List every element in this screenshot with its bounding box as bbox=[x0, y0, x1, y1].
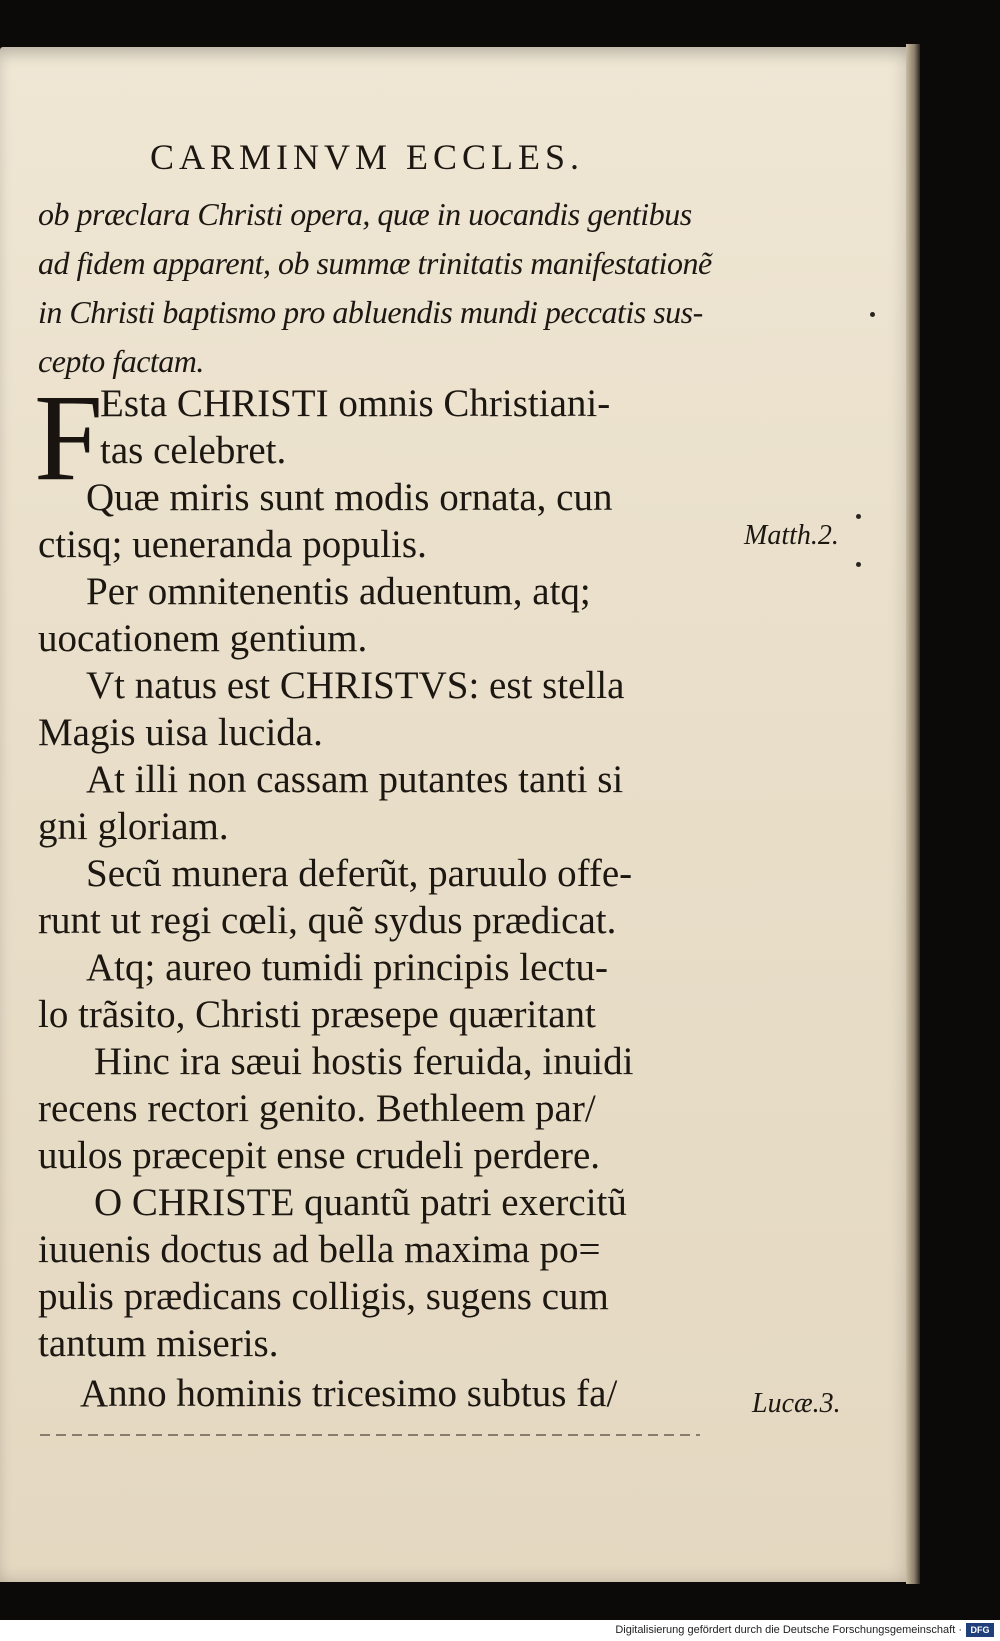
page-edge bbox=[906, 44, 920, 1584]
verse-line: Quæ miris sunt modis ornata, cun bbox=[86, 476, 613, 519]
verse-line: O CHRISTE quantũ patri exercitũ bbox=[94, 1181, 627, 1224]
verse-line: gni gloriam. bbox=[38, 805, 229, 848]
ink-dot bbox=[856, 562, 861, 567]
digitization-credit: Digitalisierung gefördert durch die Deutsche Forschungsgemeinschaft · bbox=[615, 1624, 962, 1636]
verse-line: ctisq; ueneranda populis. bbox=[38, 523, 427, 566]
preamble-line: ob præclara Christi opera, quæ in uocandis gentibus bbox=[38, 196, 692, 232]
verse-line: At illi non cassam putantes tanti si bbox=[86, 758, 624, 801]
verse-line: recens rectori genito. Bethleem par/ bbox=[38, 1087, 596, 1130]
verse-line: Esta CHRISTI omnis Christiani- bbox=[100, 382, 611, 425]
preamble-line: ad fidem apparent, ob summæ trinitatis manifestationẽ bbox=[38, 245, 712, 281]
preamble-line: in Christi baptismo pro abluendis mundi peccatis sus- bbox=[38, 294, 703, 330]
margin-reference: Lucæ.3. bbox=[752, 1388, 841, 1419]
verse-line: Magis uisa lucida. bbox=[38, 711, 323, 754]
verse-line: runt ut regi cœli, quẽ sydus prædicat. bbox=[38, 899, 617, 942]
verse-line: Atq; aureo tumidi principis lectu- bbox=[86, 946, 609, 989]
verse-line: Per omnitenentis aduentum, atq; bbox=[86, 570, 591, 613]
dfg-logo: DFG bbox=[966, 1623, 994, 1637]
ink-dot bbox=[856, 514, 861, 519]
verse-line: Secũ munera deferũt, paruulo offe- bbox=[86, 852, 633, 895]
verse-line: Hinc ira sæui hostis feruida, inuidi bbox=[94, 1040, 634, 1083]
verse-line: pulis prædicans colligis, sugens cum bbox=[38, 1275, 609, 1318]
bottom-rule bbox=[40, 1434, 700, 1436]
running-title: CARMINVM ECCLES. bbox=[150, 137, 585, 177]
verse-line: uocationem gentium. bbox=[38, 617, 368, 660]
verse-line: Vt natus est CHRISTVS: est stella bbox=[86, 664, 625, 707]
verse-line: tas celebret. bbox=[100, 429, 287, 472]
verse-line: lo trãsito, Christi præsepe quæritant bbox=[38, 993, 596, 1036]
margin-reference: Matth.2. bbox=[744, 520, 839, 551]
preamble-line: cepto factam. bbox=[38, 343, 204, 379]
preamble bbox=[38, 190, 738, 386]
verse-line: tantum miseris. bbox=[38, 1322, 279, 1365]
drop-capital: F bbox=[34, 369, 103, 506]
verse-line: uulos præcepit ense crudeli perdere. bbox=[38, 1134, 601, 1177]
verse-line: Anno hominis tricesimo subtus fa/ bbox=[80, 1372, 618, 1415]
verse-line: iuuenis doctus ad bella maxima po= bbox=[38, 1228, 601, 1271]
ink-dot bbox=[870, 312, 875, 317]
